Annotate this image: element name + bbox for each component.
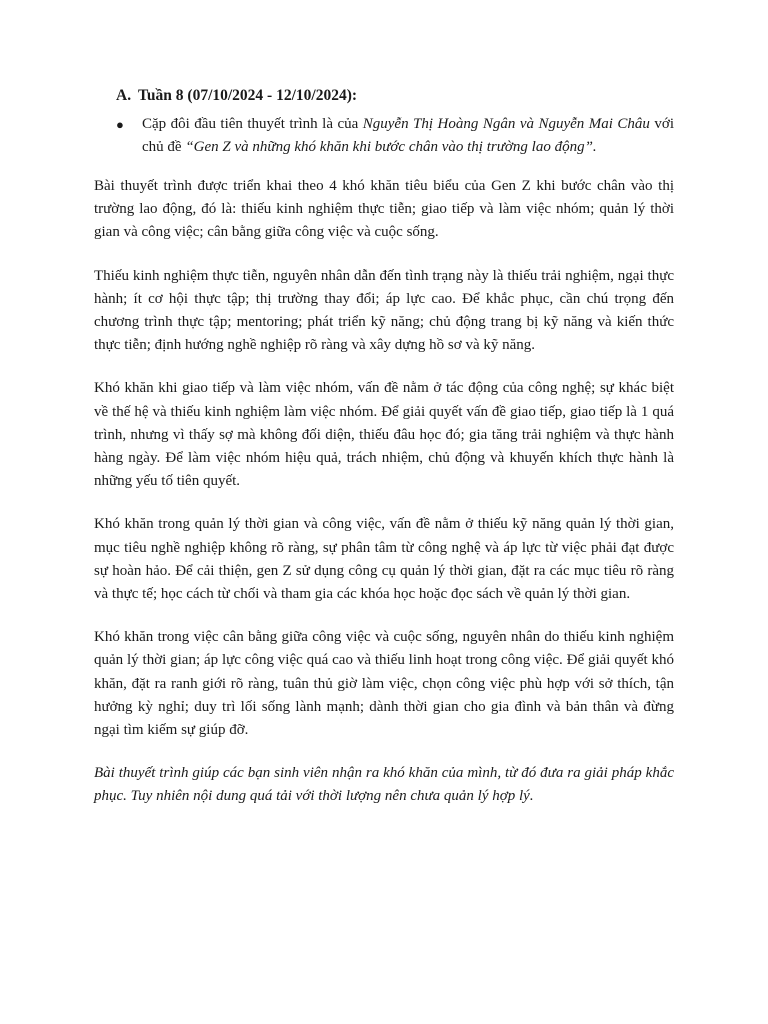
bullet-presenters: Nguyễn Thị Hoàng Ngân và Nguyễn Mai Châu [362, 116, 650, 132]
paragraph-time-management: Khó khăn trong quản lý thời gian và công việc, vấn đề nằm ở thiếu kỹ năng quản lý thời gian, mục tiêu nghề nghiệp không rõ ràng, sự phân tâm từ công nghệ và áp lực từ việc phải đạt được sự hoàn hảo. Để cải thiện, gen Z sử dụng công cụ quản lý thời gian, đặt ra các mục tiêu rõ ràng và thực tế; học cách từ chối và tham gia các khóa học hoặc đọc sách về quản lý thời gian. [94, 516, 674, 603]
bullet-middle: với chủ đề [142, 116, 674, 155]
bullet-marker: ● [116, 117, 124, 132]
bullet-item [116, 113, 674, 159]
paragraph-conclusion: Bài thuyết trình giúp các bạn sinh viên nhận ra khó khăn của mình, từ đó đưa ra giải pháp khắc phục. Tuy nhiên nội dung quá tải với thời lượng nên chưa quản lý hợp lý. [94, 765, 674, 805]
bullet-text [142, 113, 674, 159]
section-letter: A. [116, 87, 132, 104]
section-heading [116, 86, 674, 106]
paragraph-work-life-balance: Khó khăn trong việc cân bằng giữa công việc và cuộc sống, nguyên nhân do thiếu kinh nghiệm quản lý thời gian; áp lực công việc quá cao và thiếu linh hoạt trong công việc. Để giải quyết khó khăn, đặt ra ranh giới rõ ràng, tuân thủ giờ làm việc, chọn công việc phù hợp với sở thích, tận hưởng kỳ nghỉ; duy trì lối sống lành mạnh; dành thời gian cho gia đình và bản thân và đừng ngại tìm kiếm sự giúp đỡ. [94, 629, 674, 739]
bullet-topic: “Gen Z và những khó khăn khi bước chân vào thị trường lao động”. [185, 139, 597, 155]
paragraph-communication: Khó khăn khi giao tiếp và làm việc nhóm, vấn đề nằm ở tác động của công nghệ; sự khác biệt về thế hệ và thiếu kinh nghiệm làm việc nhóm. Để giải quyết vấn đề giao tiếp, giao tiếp là 1 quá trình, nhưng vì thấy sợ mà không đối diện, thiếu đâu học đó; gia tăng trải nghiệm và thực hành hàng ngày. Để làm việc nhóm hiệu quả, trách nhiệm, chủ động và khuyến khích thực hành là những yếu tố tiên quyết. [94, 380, 674, 490]
paragraph-experience: Thiếu kinh nghiệm thực tiễn, nguyên nhân dẫn đến tình trạng này là thiếu trải nghiệm, ngại thực hành; ít cơ hội thực tập; thị trường thay đổi; áp lực cao. Để khắc phục, cần chú trọng đến chương trình thực tập; mentoring; phát triển kỹ năng; chủ động trang bị kỹ năng và kiến thức thực tiễn; định hướng nghề nghiệp rõ ràng và xây dựng hồ sơ và kỹ năng. [94, 267, 674, 354]
section-title: Tuần 8 (07/10/2024 - 12/10/2024): [138, 87, 358, 104]
paragraph-overview: Bài thuyết trình được triển khai theo 4 khó khăn tiêu biểu của Gen Z khi bước chân vào thị trường lao động, đó là: thiếu kinh nghiệm thực tiễn; giao tiếp và làm việc nhóm; quản lý thời gian và công việc; cân bằng giữa công việc và cuộc sống. [94, 178, 674, 241]
bullet-prefix: Cặp đôi đầu tiên thuyết trình là của [142, 116, 363, 132]
